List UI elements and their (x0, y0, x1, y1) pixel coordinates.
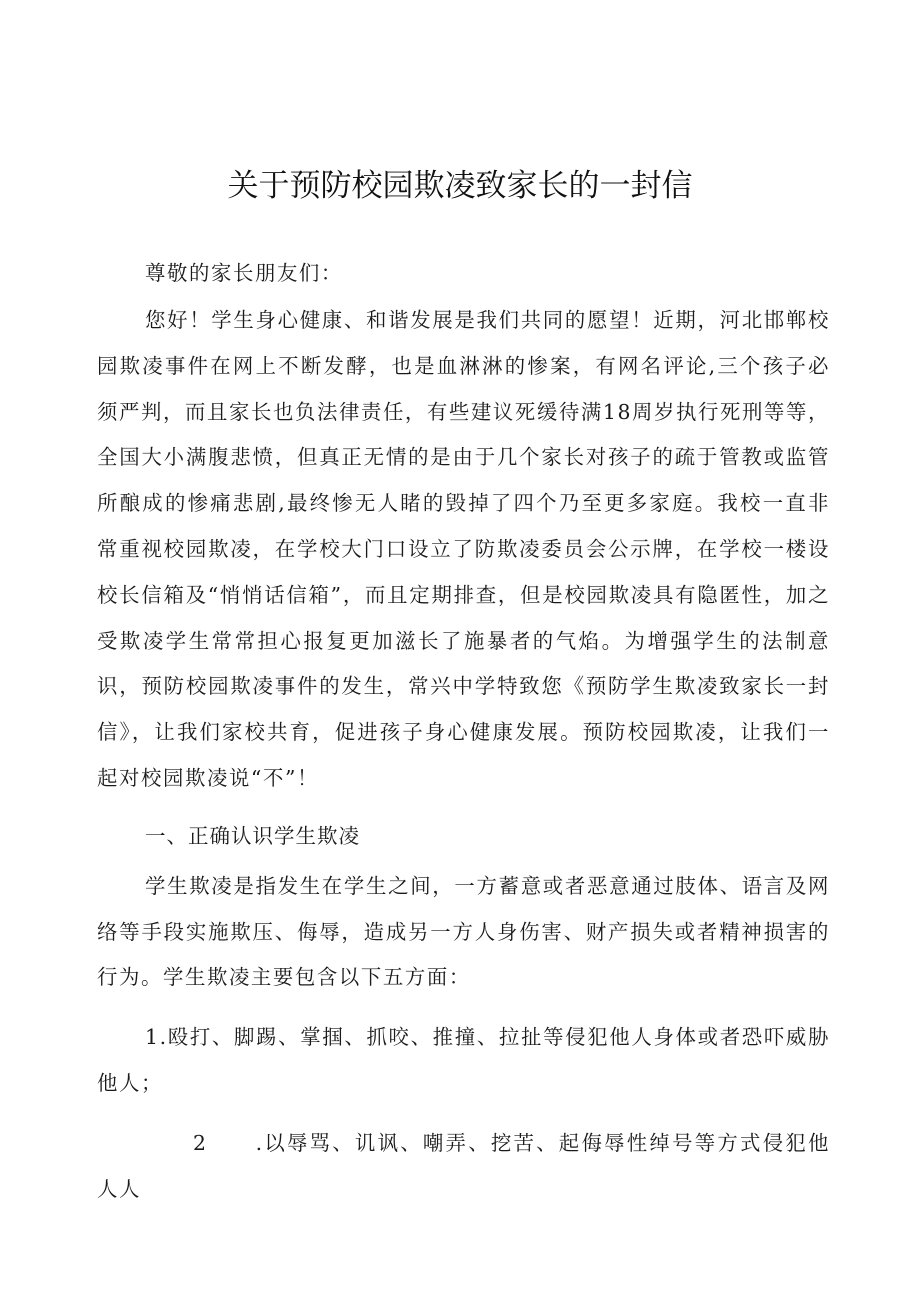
list-item-2-text: .以辱骂、讥讽、嘲弄、挖苦、起侮辱性绰号等方式侵犯他人人 (97, 1130, 830, 1201)
intro-paragraph: 您好！学生身心健康、和谐发展是我们共同的愿望！近期，河北邯郸校园欺凌事件在网上不断发酵，也是血淋淋的惨案，有网名评论,三个孩子必须严判，而且家长也负法律责任，有些建议死缓待满18周岁执行死刑等等，全国大小满腹悲愤，但真正无情的是由于几个家长对孩子的疏于管教或监管所酿成的惨痛悲剧,最终惨无人睹的毁掉了四个乃至更多家庭。我校一直非常重视校园欺凌，在学校大门口设立了防欺凌委员会公示牌，在学校一楼设校长信箱及“悄悄话信箱”，而且定期排查，但是校园欺凌具有隐匿性，加之受欺凌学生常常担心报复更加滋长了施暴者的气焰。为增强学生的法制意识，预防校园欺凌事件的发生，常兴中学特致您《预防学生欺凌致家长一封信》，让我们家校共育，促进孩子身心健康发展。预防校园欺凌，让我们一起对校园欺凌说“不”！ (97, 308, 830, 790)
document-title: 关于预防校园欺凌致家长的一封信 (227, 168, 693, 204)
list-item-1: 1.殴打、脚踢、掌掴、抓咬、推撞、拉扯等侵犯他人身体或者恐吓威胁他人； (97, 1025, 830, 1095)
list-item-2 (97, 1121, 830, 1213)
list-item-2-number: 2 (193, 1130, 208, 1155)
section-1-paragraph: 学生欺凌是指发生在学生之间，一方蓄意或者恶意通过肢体、语言及网络等手段实施欺压、侮辱，造成另一方人身伤害、财产损失或者精神损害的行为。学生欺凌主要包含以下五方面： (97, 873, 830, 990)
greeting: 尊敬的家长朋友们： (145, 261, 343, 285)
document-body (97, 248, 830, 1212)
section-heading-1: 一、正确认识学生欺凌 (145, 823, 360, 848)
